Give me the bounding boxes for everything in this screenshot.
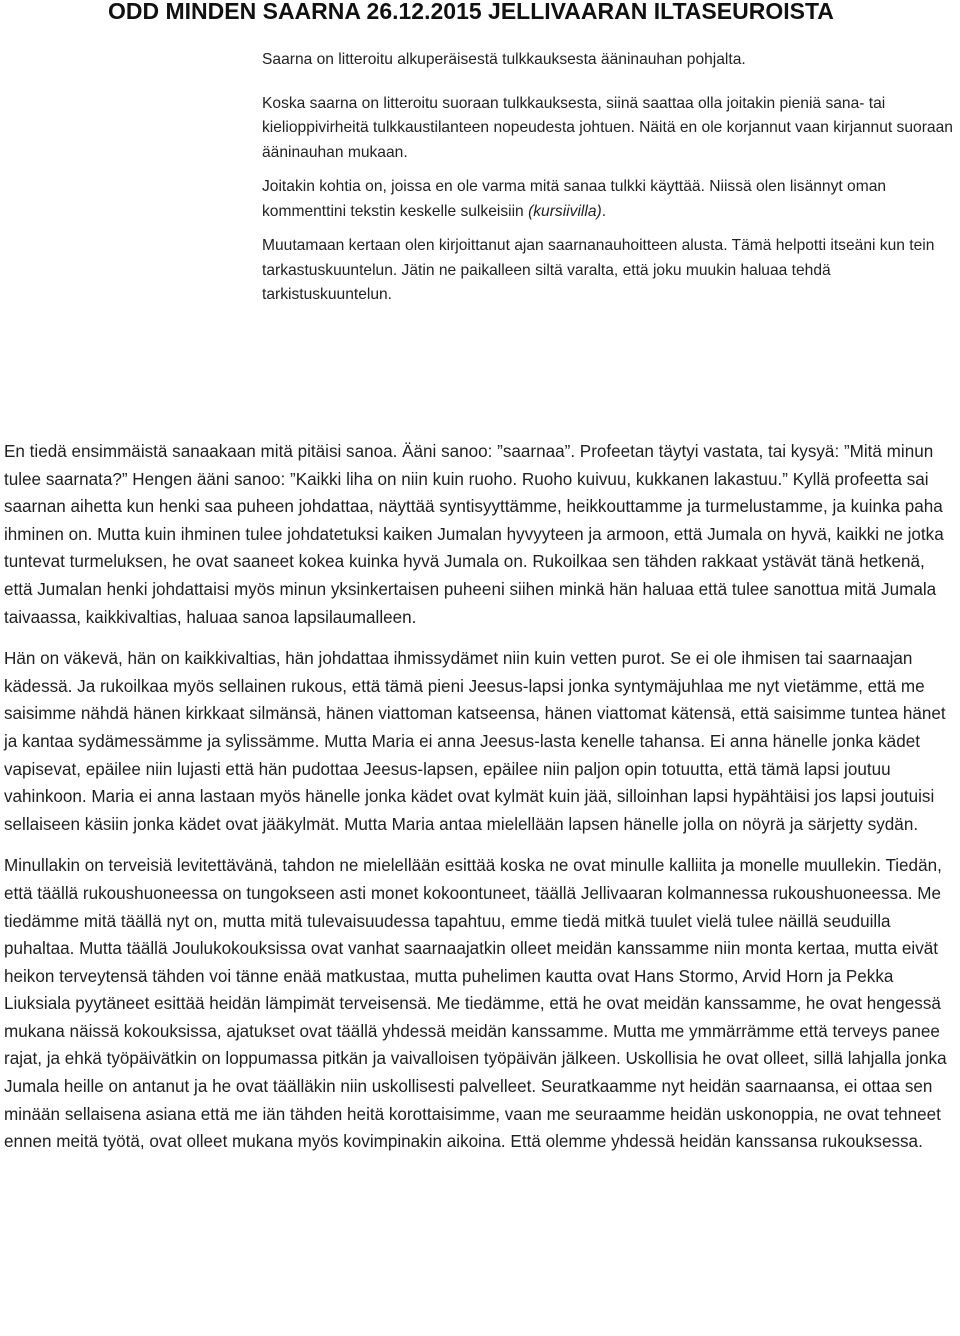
note-paragraph: Koska saarna on litteroitu suoraan tulkkauksesta, siinä saattaa olla joitakin pieniä sana- tai kielioppivirheitä tulkkaustilanteen nopeudesta johtuen. Näitä en ole korjannut vaan kirjannut suoraan ääninauhan mukaan. — [262, 94, 953, 161]
note-paragraph: Muutamaan kertaan olen kirjoittanut ajan saarnanauhoitteen alusta. Tämä helpotti itseäni kun tein tarkastuskuuntelun. Jätin ne paikalleen siltä varalta, että joku muukin haluaa tehdä tarkistuskuuntelun. — [262, 237, 935, 303]
note-italic-text: (kursiivilla) — [528, 202, 602, 220]
note-text: Joitakin kohtia on, joissa en ole varma mitä sanaa tulkki käyttää. Niissä olen lisännyt oman kommenttini tekstin keskelle sulkeisiin — [262, 178, 887, 220]
sermon-body — [4, 438, 956, 1170]
sermon-paragraph: Hän on väkevä, hän on kaikkivaltias, hän johdattaa ihmissydämet niin kuin vetten purot. Se ei ole ihmisen tai saarnaajan kädessä. Ja rukoilkaa myös sellainen rukous, että tämä pieni Jeesus-lapsi jonka syntymäjuhlaa me nyt vietämme, että me saisimme nähdä hänen kirkkaat silmänsä, hänen viattoman katseensa, hänen viattomat kätensä, että saisimme tuntea hänet ja kantaa sydämessämme ja sylissämme. Mutta Maria ei anna Jeesus-lasta kenelle tahansa. Ei anna hänelle jonka kädet vapisevat, epäilee niin lujasti että hän pudottaa Jeesus-lapsen, epäilee niin paljon opin totuutta, että tämä lapsi joutuu vahinkoon. Maria ei anna lastaan myös hänelle jonka kädet ovat kylmät kuin jää, silloinhan lapsi hypähtäisi jos lapsi joutuisi sellaiseen käsiin jonka kädet ovat jääkylmät. Mutta Maria antaa mielellään lapsen hänelle jolla on nöyrä ja särjetty sydän. — [4, 649, 946, 834]
sermon-paragraph: En tiedä ensimmäistä sanaakaan mitä pitäisi sanoa. Ääni sanoo: ”saarnaa”. Profeetan täytyi vastata, tai kysyä: ”Mitä minun tulee saarnata?” Hengen ääni sanoo: ”Kaikki liha on niin kuin ruoho. Ruoho kuivuu, kukkanen lakastuu.” Kyllä profeetta sai saarnan aihetta kun henki saa puheen johdattaa, näyttää syntisyyttämme, heikkouttamme ja turmelustamme, ja kuinka paha ihminen on. Mutta kuin ihminen tulee johdatetuksi kaiken Jumalan hyvyyteen ja armoon, että Jumala on hyvä, kaikki ne jotka tuntevat turmeluksen, he ovat saaneet kokea kuinka hyvä Jumala on. Rukoilkaa sen tähden rakkaat ystävät tänä hetkenä, että Jumalan henki johdattaisi myös minun yksinkertaisen puheeni siihen minkä hän haluaa että tulee sanottua mitä Jumala taivaassa, kaikkivaltias, haluaa sanoa lapsilaumalleen. — [4, 442, 944, 627]
document-title: ODD MINDEN SAARNA 26.12.2015 JELLIVAARAN ILTASEUROISTA — [108, 0, 834, 24]
note-paragraph — [262, 175, 954, 224]
sermon-paragraph: Minullakin on terveisiä levitettävänä, tahdon ne mielellään esittää koska ne ovat minulle kalliita ja monelle muullekin. Tiedän, että täällä rukoushuoneessa on tungokseen asti monet kokoontuneet, täällä Jellivaaran kolmannessa rukoushuoneessa. Me tiedämme mitä täällä nyt on, mutta mitä tulevaisuudessa tapahtuu, emme tiedä mitkä tuulet vielä tulee näillä seuduilla puhaltaa. Mutta täällä Joulukokouksissa ovat vanhat saarnaajatkin olleet meidän kanssamme niin monta kertaa, mutta eivät heikon terveytensä tähden voi tänne enää matkustaa, mutta puhelimen kautta ovat Hans Stormo, Arvid Horn ja Pekka Liuksiala pyytäneet esittää heidän lämpimät terveisensä. Me tiedämme, että he ovat meidän kanssamme, he ovat hengessä mukana näissä kokouksissa, ajatukset ovat täällä yhdessä meidän kanssamme. Mutta me ymmärrämme että terveys panee rajat, ja ehkä työpäivätkin on loppumassa pitkän ja vaivalloisen työpäivän jälkeen. Uskollisia he ovat olleet, sillä lahjalla jonka Jumala heille on antanut ja he ovat täälläkin niin uskollisesti palvelleet. Seuratkaamme nyt heidän saarnaansa, ei ottaa sen minään sellaisena asiana että me iän tähden heitä korottaisimme, vaan me seuraamme heidän uskonoppia, ne ovat tehneet ennen meitä työtä, ovat olleet mukana myös kovimpinakin aikoina. Että olemme yhdessä heidän kanssansa rukouksessa. — [4, 856, 947, 1152]
transcription-notes — [262, 48, 954, 318]
note-paragraph: Saarna on litteroitu alkuperäisestä tulkkauksesta ääninauhan pohjalta. — [262, 51, 746, 68]
note-text: . — [601, 202, 607, 220]
